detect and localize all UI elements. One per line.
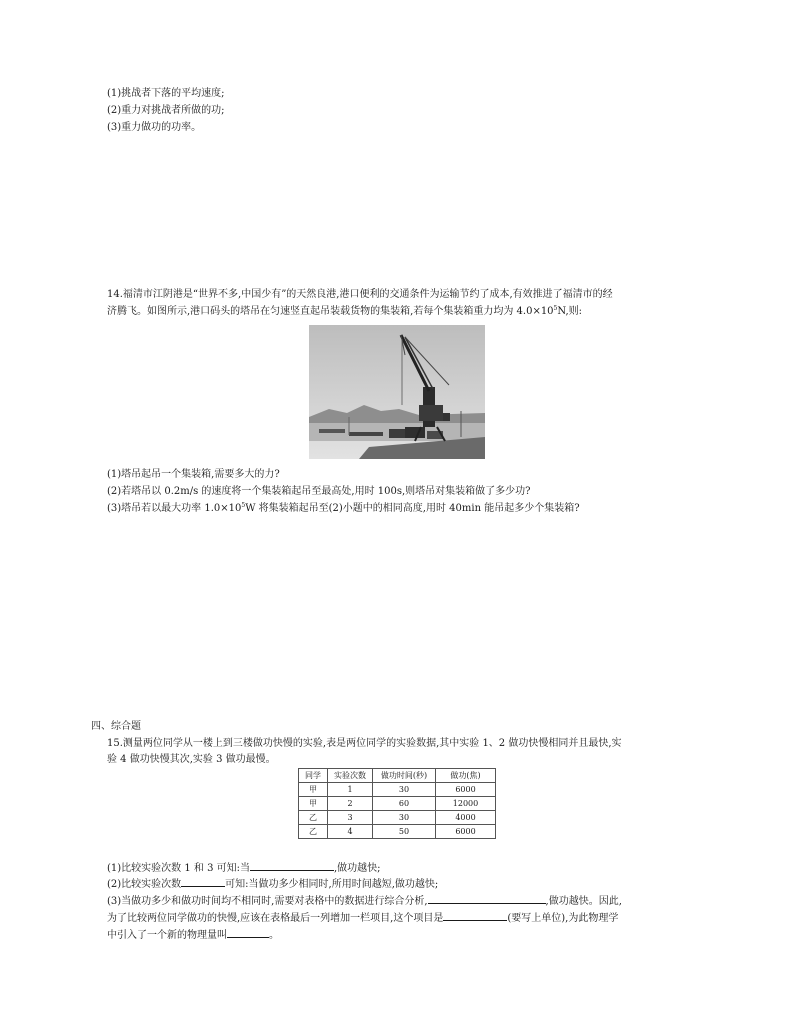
experiment-table <box>298 768 496 839</box>
answer-blank-5[interactable] <box>227 926 269 938</box>
q14-stem-line2: 济腾飞。如图所示,港口码头的塔吊在匀速竖直起吊装载货物的集装箱,若每个集装箱重力均为 $4.0\times 10^5N$,则: <box>107 305 583 317</box>
q14-item-1: (1)塔吊起吊一个集装箱,需要多大的力? <box>107 469 280 480</box>
table-cell: 3 <box>328 811 373 825</box>
table-cell: 6000 <box>436 783 496 797</box>
q15-sub3-line3: 中引入了一个新的物理量叫 。 <box>107 926 279 943</box>
q15-sub2: (2)比较实验次数 可知:当做功多少相同时,所用时间越短,做功越快; <box>107 875 438 892</box>
table-cell: 6000 <box>436 825 496 839</box>
table-header-cell: 做功(焦) <box>436 769 496 783</box>
table-cell: 60 <box>373 797 436 811</box>
table-row <box>299 825 496 839</box>
table-cell: 1 <box>328 783 373 797</box>
table-cell: 50 <box>373 825 436 839</box>
q13-item-1: (1)挑战者下落的平均速度; <box>107 88 225 99</box>
table-cell: 30 <box>373 811 436 825</box>
table-header-cell: 实验次数 <box>328 769 373 783</box>
table-cell: 12000 <box>436 797 496 811</box>
table-header-cell: 同学 <box>299 769 328 783</box>
table-row <box>299 811 496 825</box>
crane-port-photo <box>309 325 485 459</box>
q13-item-2: (2)重力对挑战者所做的功; <box>107 105 225 116</box>
table-cell: 30 <box>373 783 436 797</box>
table-cell: 4 <box>328 825 373 839</box>
table-row <box>299 783 496 797</box>
q13-item-3: (3)重力做功的功率。 <box>107 122 202 133</box>
q15-stem-line1: 15.测量两位同学从一楼上到三楼做功快慢的实验,表是两位同学的实验数据,其中实验 1、2 做功快慢相同并且最快,实 <box>107 738 622 749</box>
answer-blank-2[interactable] <box>181 875 225 887</box>
table-cell: 甲 <box>299 797 328 811</box>
table-header-cell: 做功时间(秒) <box>373 769 436 783</box>
table-header-row <box>299 769 496 783</box>
answer-blank-1[interactable] <box>250 859 334 871</box>
table-row <box>299 797 496 811</box>
answer-blank-4[interactable] <box>443 909 507 921</box>
table-cell: 乙 <box>299 825 328 839</box>
q15-stem-line2: 验 4 做功快慢其次,实验 3 做功最慢。 <box>107 754 276 765</box>
table-cell: 乙 <box>299 811 328 825</box>
q14-item-2: (2)若塔吊以 0.2m/s 的速度将一个集装箱起吊至最高处,用时 100s,则塔吊对集装箱做了多少功? <box>107 486 531 497</box>
q14-stem-line1: 14.福清市江阴港是“世界不多,中国少有”的天然良港,港口便利的交通条件为运输节约了成本,有效推进了福清市的经 <box>107 289 613 300</box>
answer-blank-3[interactable] <box>428 892 546 904</box>
crane-port-image <box>309 325 485 459</box>
q14-item-3: (3)塔吊若以最大功率 $1.0\times 10^5W$ 将集装箱起吊至(2)小题中的相同高度,用时 40min 能吊起多少个集装箱? <box>107 502 580 514</box>
table-cell: 甲 <box>299 783 328 797</box>
section-heading: 四、综合题 <box>91 721 141 732</box>
table-cell: 4000 <box>436 811 496 825</box>
q15-sub1: (1)比较实验次数 1 和 3 可知:当 ,做功越快; <box>107 859 381 876</box>
table-cell: 2 <box>328 797 373 811</box>
q15-sub3-line2: 为了比较两位同学做功的快慢,应该在表格最后一列增加一栏项目,这个项目是 (要写上单位),为此物理学 <box>107 909 618 926</box>
q15-sub3-line1: (3)当做功多少和做功时间均不相同时,需要对表格中的数据进行综合分析, ,做功越快。因此, <box>107 892 622 909</box>
